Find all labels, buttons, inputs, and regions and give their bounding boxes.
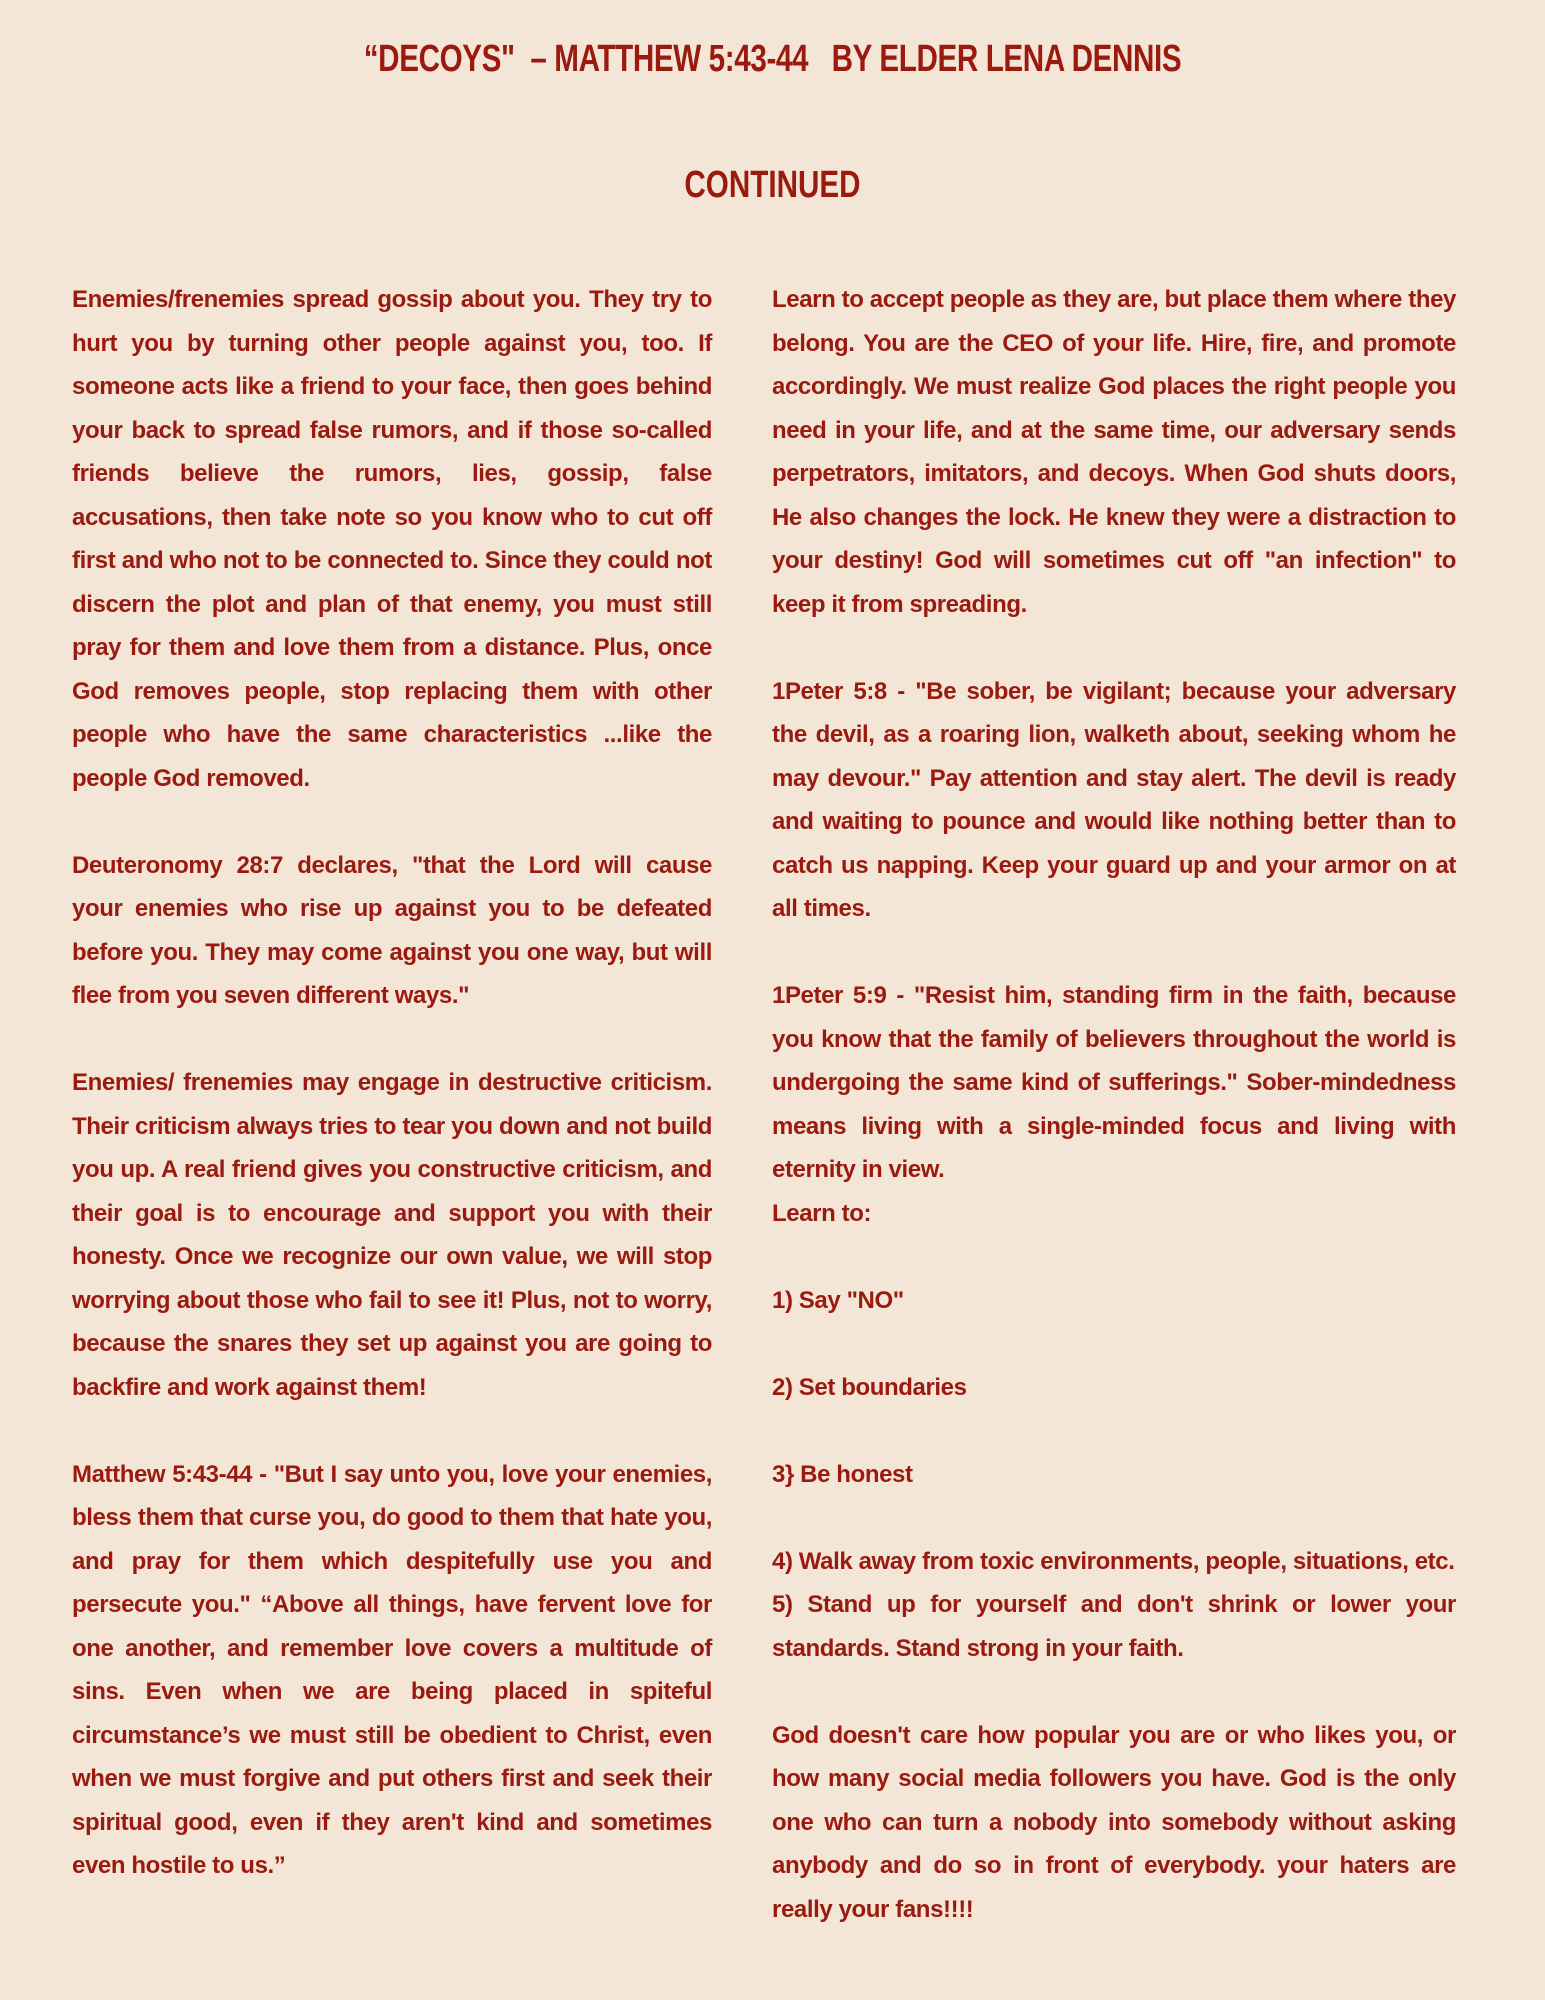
paragraph-deuteronomy: Deuteronomy 28:7 declares, "that the Lord will cause your enemies who rise up against you to be defeated before you. They may come against you one way, but will flee from you seven different ways." [72, 851, 712, 1009]
list-item-be-honest: 3} Be honest [772, 1460, 913, 1488]
paragraph-spacer [772, 626, 1456, 670]
page-title: “DECOYS" – MATTHEW 5:43-44 BY ELDER LENA DENNIS [363, 38, 1182, 80]
right-column [772, 278, 1456, 1931]
paragraph-spacer [72, 1018, 712, 1062]
learn-to-heading: Learn to: [772, 1199, 872, 1227]
paragraph-frenemies-gossip: Enemies/frenemies spread gossip about you. They try to hurt you by turning other people against you, too. If someone acts like a friend to your face, then goes behind your back to spread false rumors, and if those so-called friends believe the rumors, lies, gossip, false accusations, then take note so you know who to cut off first and who not to be connected to. Since they could not discern the plot and plan of that enemy, you must still pray for them and love them from a distance. Plus, once God removes people, stop replacing them with other people who have the same characteristics ...like the people God removed. [72, 286, 712, 792]
paragraph-matthew: Matthew 5:43-44 - "But I say unto you, love your enemies, bless them that curse you, do good to them that hate you, and pray for them which despitefully use you and persecute you." “Above all things, have fervent love for one another, and remember love covers a multitude of sins. Even when we are being placed in spiteful circumstance’s we must still be obedient to Christ, even when we must forgive and put others first and seek their spiritual good, even if they aren't kind and sometimes even hostile to us.” [72, 1460, 712, 1879]
paragraph-spacer [772, 1409, 1456, 1453]
list-item-stand-up: 5) Stand up for yourself and don't shrink or lower your standards. Stand strong in your faith. [772, 1591, 1456, 1662]
paragraph-1peter-5-9: 1Peter 5:9 - "Resist him, standing firm in the faith, because you know that the family of believers throughout the world is undergoing the same kind of sufferings." Sober-mindedness means living with a single-minded focus and living with eternity in view. [772, 982, 1456, 1183]
paragraph-accept-people: Learn to accept people as they are, but place them where they belong. You are the CEO of your life. Hire, fire, and promote accordingly. We must realize God places the right people you need in your life, and at the same time, our adversary sends perpetrators, imitators, and decoys. When God shuts doors, He also changes the lock. He knew they were a distraction to your destiny! God will sometimes cut off "an infection" to keep it from spreading. [772, 286, 1456, 618]
paragraph-destructive-criticism: Enemies/ frenemies may engage in destructive criticism. Their criticism always tries to tear you down and not build you up. A real friend gives you constructive criticism, and their goal is to encourage and support you with their honesty. Once we recognize our own value, we will stop worrying about those who fail to see it! Plus, not to worry, because the snares they set up against you are going to backfire and work against them! [72, 1069, 712, 1401]
paragraph-spacer [772, 1322, 1456, 1366]
paragraph-spacer [772, 1496, 1456, 1540]
list-item-walk-away: 4) Walk away from toxic environments, people, situations, etc. [772, 1547, 1455, 1575]
paragraph-haters-fans: God doesn't care how popular you are or who likes you, or how many social media followers you have. God is the only one who can turn a nobody into somebody without asking anybody and do so in front of everybody. your haters are really your fans!!!! [772, 1721, 1456, 1923]
paragraph-spacer [772, 1235, 1456, 1279]
list-item-say-no: 1) Say "NO" [772, 1286, 904, 1314]
list-item-set-boundaries: 2) Set boundaries [772, 1373, 967, 1401]
paragraph-spacer [72, 800, 712, 844]
page-subtitle: CONTINUED [684, 164, 861, 206]
paragraph-spacer [72, 1409, 712, 1453]
paragraph-1peter-5-8: 1Peter 5:8 - "Be sober, be vigilant; because your adversary the devil, as a roaring lion, walketh about, seeking whom he may devour." Pay attention and stay alert. The devil is ready and waiting to pounce and would like nothing better than to catch us napping. Keep your guard up and your armor on at all times. [772, 677, 1456, 922]
paragraph-spacer [772, 1670, 1456, 1714]
left-column [72, 278, 712, 1888]
paragraph-spacer [772, 931, 1456, 975]
